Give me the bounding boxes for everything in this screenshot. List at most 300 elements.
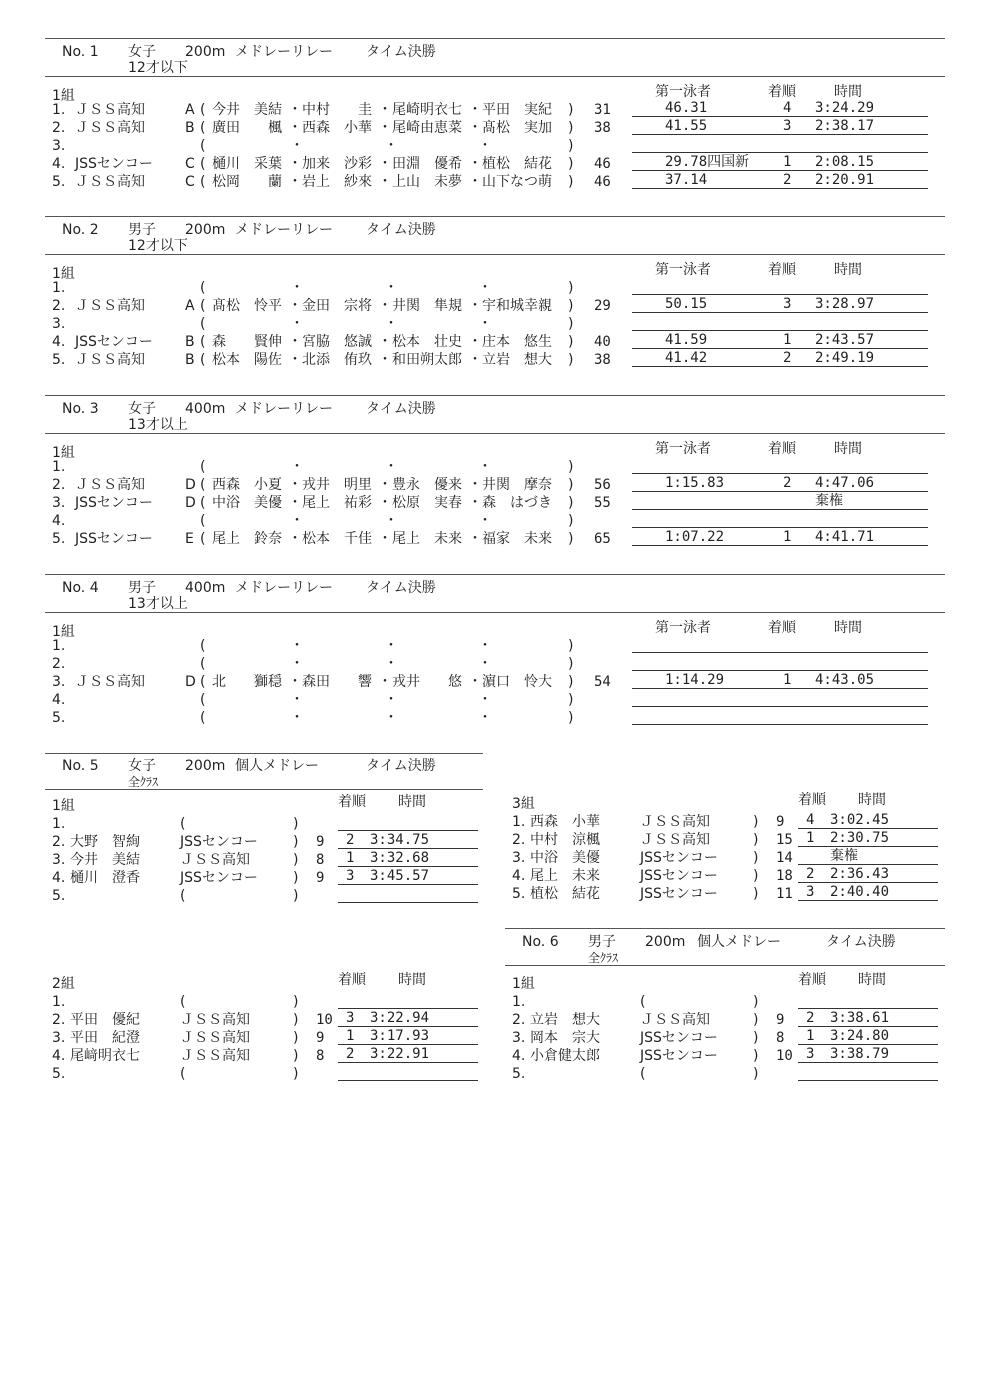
- lane-number: 5.: [52, 174, 66, 190]
- finish-time: 3:38.79: [830, 1046, 890, 1062]
- name-separator: ・: [288, 352, 302, 368]
- name-separator: ・: [290, 638, 304, 654]
- relay-swimmer: 尾崎由恵菜: [392, 120, 462, 136]
- event-distance: 200m: [185, 222, 226, 238]
- swimmer-name: 岡本 宗大: [530, 1030, 600, 1046]
- result-underline: [338, 1080, 478, 1081]
- finish-time: 2:40.40: [830, 884, 890, 900]
- finish-rank: 4: [783, 100, 792, 116]
- first-swimmer-split: 37.14: [665, 172, 708, 188]
- name-separator: ・: [468, 156, 482, 172]
- team-name: ＪＳＳ高知: [180, 1030, 250, 1046]
- name-separator: ・: [478, 638, 492, 654]
- lane-number: 5.: [52, 352, 66, 368]
- finish-time: 2:20.91: [815, 172, 875, 188]
- finish-time: 4:47.06: [815, 475, 875, 491]
- time-header: 時間: [834, 620, 862, 636]
- event-header-rule: [45, 254, 945, 255]
- relay-swimmer: 濵口 怜大: [482, 674, 552, 690]
- event-class: 12才以下: [128, 60, 188, 76]
- swimmer-age: 15: [776, 832, 793, 848]
- result-underline: [632, 134, 928, 135]
- open-paren: (: [180, 816, 186, 832]
- relay-swimmer: 森 賢伸: [212, 334, 282, 350]
- event-top-rule: [45, 216, 945, 217]
- result-underline: [632, 491, 928, 492]
- event-number: No. 1: [62, 44, 99, 60]
- finish-rank: 3: [783, 118, 792, 134]
- event-type: タイム決勝: [366, 44, 436, 60]
- lane-number: 4.: [52, 1048, 66, 1064]
- name-separator: ・: [384, 513, 398, 529]
- event-type: タイム決勝: [366, 222, 436, 238]
- first-swimmer-header: 第一泳者: [655, 262, 711, 278]
- first-swimmer-split: 50.15: [665, 296, 708, 312]
- name-separator: ・: [468, 495, 482, 511]
- lane-number: 4.: [52, 156, 66, 172]
- relay-swimmer: 上山 未夢: [392, 174, 462, 190]
- event-distance: 200m: [645, 934, 686, 950]
- age-total: 54: [594, 674, 611, 690]
- name-separator: ・: [478, 656, 492, 672]
- name-separator: ・: [378, 495, 392, 511]
- name-separator: ・: [478, 513, 492, 529]
- age-total: 56: [594, 477, 611, 493]
- team-name: JSSセンコー: [180, 870, 258, 886]
- team-name: JSSセンコー: [640, 1048, 718, 1064]
- close-paren: ): [293, 852, 299, 868]
- relay-swimmer: 樋川 采葉: [212, 156, 282, 172]
- event-type: タイム決勝: [366, 401, 436, 417]
- relay-swimmer: 福家 未来: [482, 531, 552, 547]
- relay-swimmer: 庄本 悠生: [482, 334, 552, 350]
- event-number: No. 4: [62, 580, 99, 596]
- name-separator: ・: [384, 656, 398, 672]
- time-header: 時間: [398, 972, 426, 988]
- swimmer-name: 大野 智絢: [70, 834, 140, 850]
- result-underline: [632, 366, 928, 367]
- finish-time: 棄権: [815, 493, 843, 509]
- first-swimmer-split: 41.42: [665, 350, 708, 366]
- lane-number: 4.: [512, 868, 526, 884]
- relay-swimmer: 尾上 鈴奈: [212, 531, 282, 547]
- swimmer-name: 尾上 未来: [530, 868, 600, 884]
- finish-time: 4:43.05: [815, 672, 875, 688]
- open-paren: (: [200, 495, 206, 511]
- relay-swimmer: 髙松 怜平: [212, 298, 282, 314]
- relay-swimmer: 立岩 想大: [482, 352, 552, 368]
- finish-time: 3:22.94: [370, 1010, 430, 1026]
- close-paren: ): [753, 832, 759, 848]
- finish-rank: 2: [346, 832, 355, 848]
- lane-number: 2.: [52, 120, 66, 136]
- result-underline: [798, 1062, 938, 1063]
- name-separator: ・: [378, 102, 392, 118]
- open-paren: (: [200, 280, 206, 296]
- name-separator: ・: [378, 531, 392, 547]
- name-separator: ・: [288, 174, 302, 190]
- age-total: 38: [594, 352, 611, 368]
- close-paren: ): [753, 994, 759, 1010]
- team-code: A: [185, 102, 195, 118]
- result-underline: [632, 170, 928, 171]
- lane-number: 5.: [512, 1066, 526, 1082]
- heat-label: 1組: [52, 624, 75, 640]
- team-name: ＪＳＳ高知: [75, 120, 145, 136]
- team-name: JSSセンコー: [640, 850, 718, 866]
- result-underline: [798, 828, 938, 829]
- time-header: 時間: [834, 441, 862, 457]
- name-separator: ・: [290, 656, 304, 672]
- finish-time: 2:43.57: [815, 332, 875, 348]
- event-gender: 女子: [128, 758, 156, 774]
- lane-number: 1.: [512, 814, 526, 830]
- swimmer-name: 平田 優紀: [70, 1012, 140, 1028]
- relay-swimmer: 植松 結花: [482, 156, 552, 172]
- result-underline: [798, 900, 938, 901]
- finish-rank: 2: [806, 1010, 815, 1026]
- relay-swimmer: 宮脇 悠誠: [302, 334, 372, 350]
- lane-number: 3.: [52, 1030, 66, 1046]
- open-paren: (: [640, 994, 646, 1010]
- name-separator: ・: [468, 674, 482, 690]
- team-name: ＪＳＳ高知: [75, 174, 145, 190]
- swimmer-age: 14: [776, 850, 793, 866]
- lane-number: 4.: [52, 692, 66, 708]
- relay-swimmer: 尾上 祐彩: [302, 495, 372, 511]
- rank-header: 着順: [798, 972, 826, 988]
- open-paren: (: [640, 1066, 646, 1082]
- close-paren: ): [568, 174, 574, 190]
- event-class: 12才以下: [128, 238, 188, 254]
- relay-swimmer: 髙松 実加: [482, 120, 552, 136]
- finish-time: 4:41.71: [815, 529, 875, 545]
- finish-time: 3:45.57: [370, 868, 430, 884]
- swimmer-name: 尾﨑明衣七: [70, 1048, 140, 1064]
- close-paren: ): [568, 656, 574, 672]
- name-separator: ・: [468, 334, 482, 350]
- event-header-rule: [505, 965, 945, 966]
- result-underline: [338, 1062, 478, 1063]
- first-swimmer-header: 第一泳者: [655, 441, 711, 457]
- lane-number: 2.: [52, 477, 66, 493]
- open-paren: (: [200, 298, 206, 314]
- first-swimmer-split: 41.55: [665, 118, 708, 134]
- first-swimmer-split: 41.59: [665, 332, 708, 348]
- relay-swimmer: 中浴 美優: [212, 495, 282, 511]
- finish-rank: 2: [783, 172, 792, 188]
- event-class: 全ｸﾗｽ: [588, 951, 619, 965]
- finish-rank: 1: [346, 1028, 355, 1044]
- age-total: 29: [594, 298, 611, 314]
- event-top-rule: [505, 928, 945, 929]
- close-paren: ): [568, 156, 574, 172]
- lane-number: 3.: [52, 495, 66, 511]
- finish-time: 2:30.75: [830, 830, 890, 846]
- team-name: JSSセンコー: [180, 834, 258, 850]
- close-paren: ): [753, 868, 759, 884]
- finish-rank: 3: [346, 1010, 355, 1026]
- first-swimmer-split: 1:07.22: [665, 529, 725, 545]
- team-name: ＪＳＳ高知: [180, 852, 250, 868]
- relay-swimmer: 廣田 楓: [212, 120, 282, 136]
- close-paren: ): [753, 850, 759, 866]
- team-name: ＪＳＳ高知: [75, 352, 145, 368]
- open-paren: (: [200, 513, 206, 529]
- age-total: 55: [594, 495, 611, 511]
- swimmer-name: 今井 美結: [70, 852, 140, 868]
- result-underline: [338, 1008, 478, 1009]
- team-name: ＪＳＳ高知: [75, 674, 145, 690]
- relay-swimmer: 戎井 明里: [302, 477, 372, 493]
- name-separator: ・: [384, 692, 398, 708]
- team-name: ＪＳＳ高知: [180, 1012, 250, 1028]
- name-separator: ・: [288, 102, 302, 118]
- event-number: No. 3: [62, 401, 99, 417]
- lane-number: 3.: [512, 850, 526, 866]
- lane-number: 1.: [52, 459, 66, 475]
- close-paren: ): [568, 298, 574, 314]
- lane-number: 3.: [52, 138, 66, 154]
- finish-rank: 4: [806, 812, 815, 828]
- relay-swimmer: 松岡 蘭: [212, 174, 282, 190]
- event-top-rule: [45, 753, 483, 754]
- relay-swimmer: 松原 実春: [392, 495, 462, 511]
- relay-swimmer: 山下なつ萌: [482, 174, 552, 190]
- age-total: 38: [594, 120, 611, 136]
- relay-swimmer: 中村 圭: [302, 102, 372, 118]
- open-paren: (: [200, 692, 206, 708]
- event-number: No. 5: [62, 758, 99, 774]
- result-underline: [338, 848, 478, 849]
- rank-header: 着順: [768, 441, 796, 457]
- name-separator: ・: [288, 477, 302, 493]
- team-name: ＪＳＳ高知: [640, 832, 710, 848]
- finish-rank: 1: [783, 154, 792, 170]
- team-code: B: [185, 120, 195, 136]
- team-name: ＪＳＳ高知: [180, 1048, 250, 1064]
- result-underline: [632, 152, 928, 153]
- lane-number: 3.: [52, 852, 66, 868]
- swimmer-name: 植松 結花: [530, 886, 600, 902]
- result-underline: [798, 1080, 938, 1081]
- close-paren: ): [568, 638, 574, 654]
- event-top-rule: [45, 395, 945, 396]
- event-number: No. 6: [522, 934, 559, 950]
- finish-rank: 3: [346, 868, 355, 884]
- name-separator: ・: [288, 495, 302, 511]
- name-separator: ・: [468, 531, 482, 547]
- event-class: 全ｸﾗｽ: [128, 775, 159, 789]
- close-paren: ): [568, 495, 574, 511]
- result-underline: [632, 509, 928, 510]
- relay-swimmer: 戎井 悠: [392, 674, 462, 690]
- event-distance: 200m: [185, 44, 226, 60]
- close-paren: ): [753, 1030, 759, 1046]
- close-paren: ): [568, 531, 574, 547]
- lane-number: 3.: [52, 674, 66, 690]
- swimmer-name: 立岩 想大: [530, 1012, 600, 1028]
- time-header: 時間: [398, 794, 426, 810]
- time-header: 時間: [858, 792, 886, 808]
- open-paren: (: [200, 638, 206, 654]
- open-paren: (: [200, 531, 206, 547]
- team-code: C: [185, 156, 195, 172]
- event-name: メドレーリレー: [235, 401, 333, 417]
- result-underline: [632, 473, 928, 474]
- relay-swimmer: 和田朔太郎: [392, 352, 462, 368]
- name-separator: ・: [468, 120, 482, 136]
- close-paren: ): [568, 674, 574, 690]
- swimmer-age: 9: [316, 1030, 325, 1046]
- team-code: D: [185, 674, 196, 690]
- swimmer-name: 中村 涼楓: [530, 832, 600, 848]
- lane-number: 4.: [52, 870, 66, 886]
- name-separator: ・: [468, 174, 482, 190]
- result-underline: [632, 330, 928, 331]
- rank-header: 着順: [768, 84, 796, 100]
- event-type: タイム決勝: [826, 934, 896, 950]
- result-underline: [632, 348, 928, 349]
- lane-number: 5.: [512, 886, 526, 902]
- close-paren: ): [293, 1066, 299, 1082]
- result-underline: [338, 1044, 478, 1045]
- first-swimmer-header: 第一泳者: [655, 84, 711, 100]
- close-paren: ): [568, 316, 574, 332]
- finish-rank: 2: [806, 866, 815, 882]
- close-paren: ): [753, 886, 759, 902]
- swimmer-age: 9: [316, 870, 325, 886]
- name-separator: ・: [478, 710, 492, 726]
- first-swimmer-split: 46.31: [665, 100, 708, 116]
- result-underline: [632, 706, 928, 707]
- swimmer-age: 11: [776, 886, 793, 902]
- lane-number: 2.: [52, 1012, 66, 1028]
- name-separator: ・: [378, 120, 392, 136]
- name-separator: ・: [384, 316, 398, 332]
- close-paren: ): [293, 888, 299, 904]
- event-distance: 400m: [185, 580, 226, 596]
- close-paren: ): [293, 816, 299, 832]
- lane-number: 2.: [52, 834, 66, 850]
- name-separator: ・: [290, 513, 304, 529]
- open-paren: (: [200, 102, 206, 118]
- result-underline: [338, 884, 478, 885]
- first-swimmer-header: 第一泳者: [655, 620, 711, 636]
- swimmer-name: 中浴 美優: [530, 850, 600, 866]
- relay-swimmer: 金田 宗将: [302, 298, 372, 314]
- name-separator: ・: [290, 710, 304, 726]
- open-paren: (: [200, 138, 206, 154]
- finish-time: 2:38.17: [815, 118, 875, 134]
- finish-time: 2:08.15: [815, 154, 875, 170]
- lane-number: 1.: [52, 994, 66, 1010]
- name-separator: ・: [478, 459, 492, 475]
- team-name: ＪＳＳ高知: [75, 102, 145, 118]
- lane-number: 2.: [512, 1012, 526, 1028]
- heat-label: 1組: [512, 976, 535, 992]
- finish-time: 2:36.43: [830, 866, 890, 882]
- finish-time: 3:22.91: [370, 1046, 430, 1062]
- lane-number: 1.: [52, 280, 66, 296]
- team-code: B: [185, 334, 195, 350]
- name-separator: ・: [378, 674, 392, 690]
- rank-header: 着順: [338, 794, 366, 810]
- name-separator: ・: [478, 280, 492, 296]
- result-underline: [798, 846, 938, 847]
- name-separator: ・: [384, 280, 398, 296]
- relay-swimmer: 平田 実紀: [482, 102, 552, 118]
- swimmer-age: 10: [316, 1012, 333, 1028]
- team-name: ＪＳＳ高知: [75, 298, 145, 314]
- finish-rank: 1: [806, 1028, 815, 1044]
- close-paren: ): [568, 138, 574, 154]
- lane-number: 2.: [512, 832, 526, 848]
- open-paren: (: [200, 156, 206, 172]
- swimmer-age: 10: [776, 1048, 793, 1064]
- lane-number: 2.: [52, 298, 66, 314]
- lane-number: 1.: [52, 816, 66, 832]
- name-separator: ・: [290, 692, 304, 708]
- name-separator: ・: [378, 174, 392, 190]
- event-name: 個人メドレー: [235, 758, 319, 774]
- result-underline: [338, 866, 478, 867]
- name-separator: ・: [478, 692, 492, 708]
- open-paren: (: [200, 459, 206, 475]
- result-underline: [632, 527, 928, 528]
- open-paren: (: [200, 174, 206, 190]
- team-name: JSSセンコー: [75, 156, 153, 172]
- result-underline: [338, 830, 478, 831]
- time-header: 時間: [834, 262, 862, 278]
- name-separator: ・: [288, 298, 302, 314]
- result-underline: [798, 864, 938, 865]
- relay-swimmer: 松本 壮史: [392, 334, 462, 350]
- team-code: C: [185, 174, 195, 190]
- close-paren: ): [568, 280, 574, 296]
- lane-number: 1.: [52, 102, 66, 118]
- swimmer-age: 8: [316, 1048, 325, 1064]
- open-paren: (: [200, 674, 206, 690]
- event-distance: 200m: [185, 758, 226, 774]
- close-paren: ): [753, 814, 759, 830]
- event-number: No. 2: [62, 222, 99, 238]
- close-paren: ): [293, 1048, 299, 1064]
- relay-swimmer: 松本 千佳: [302, 531, 372, 547]
- name-separator: ・: [468, 477, 482, 493]
- finish-time: 3:32.68: [370, 850, 430, 866]
- relay-swimmer: 尾上 未来: [392, 531, 462, 547]
- relay-swimmer: 西森 小華: [302, 120, 372, 136]
- name-separator: ・: [478, 316, 492, 332]
- result-underline: [632, 652, 928, 653]
- event-distance: 400m: [185, 401, 226, 417]
- close-paren: ): [293, 994, 299, 1010]
- team-name: JSSセンコー: [640, 1030, 718, 1046]
- finish-rank: 1: [783, 529, 792, 545]
- relay-swimmer: 豊永 優来: [392, 477, 462, 493]
- finish-rank: 2: [346, 1046, 355, 1062]
- relay-swimmer: 井関 隼規: [392, 298, 462, 314]
- team-code: D: [185, 477, 196, 493]
- event-gender: 男子: [588, 934, 616, 950]
- relay-swimmer: 宇和城幸親: [482, 298, 552, 314]
- result-underline: [338, 902, 478, 903]
- close-paren: ): [293, 870, 299, 886]
- lane-number: 4.: [52, 513, 66, 529]
- result-underline: [632, 688, 928, 689]
- result-underline: [632, 188, 928, 189]
